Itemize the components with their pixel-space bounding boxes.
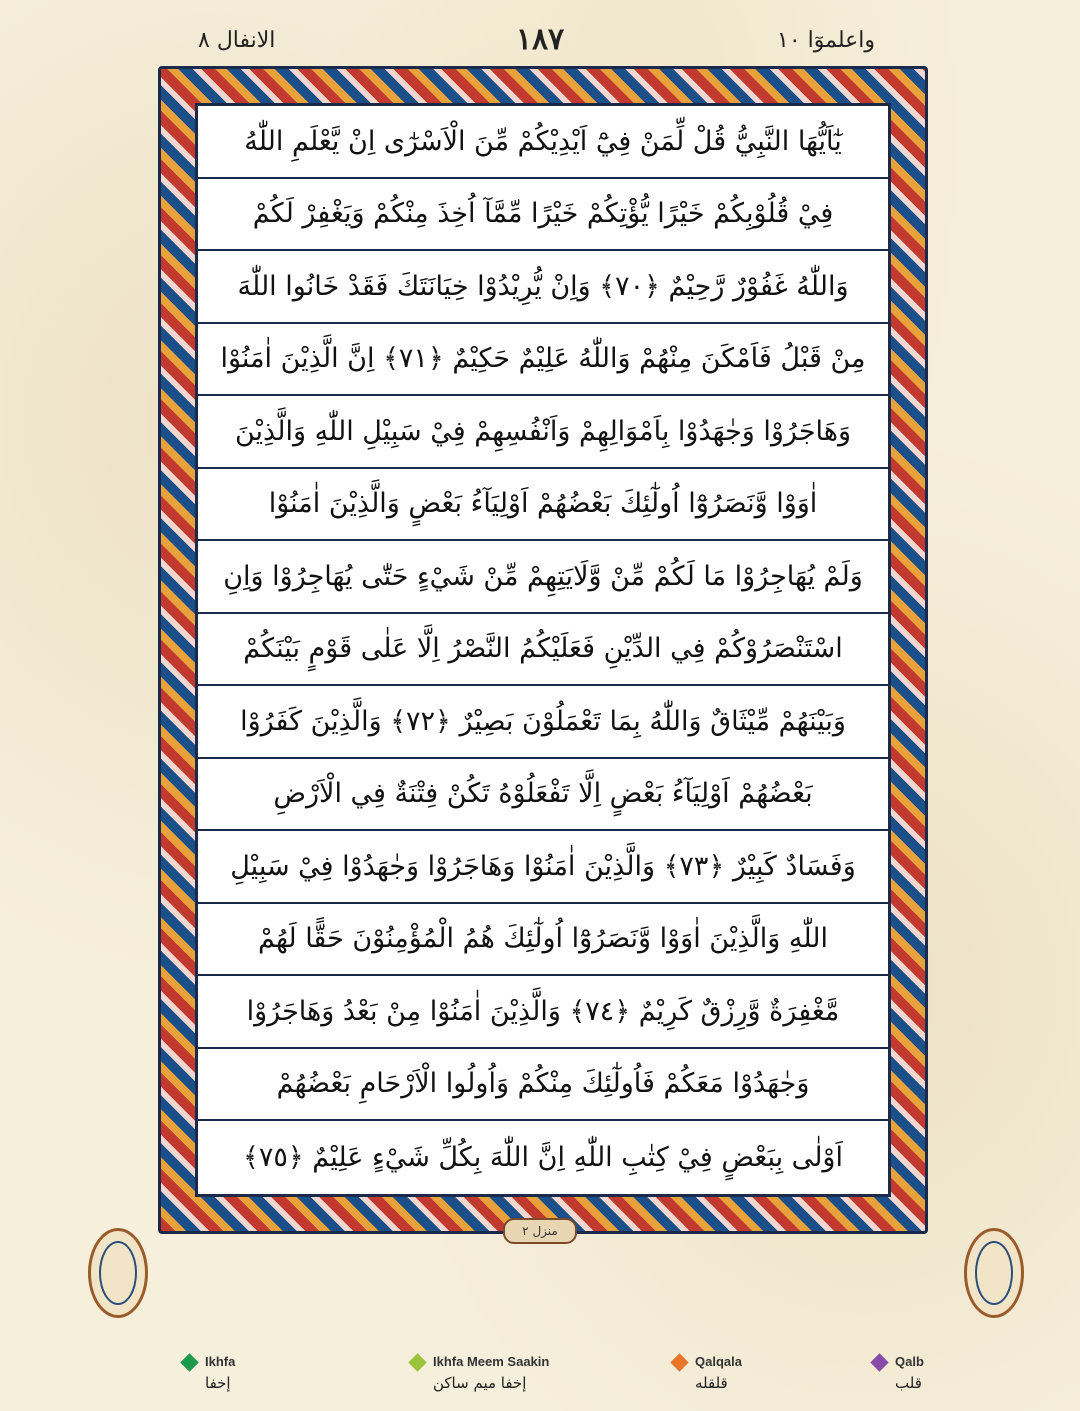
ayah-line: اللّٰهِ وَالَّذِيْنَ اٰوَوْا وَّنَصَرُوْٓا اُولٰٓئِكَ هُمُ الْمُؤْمِنُوْنَ حَقًّا لَهُمْ	[198, 904, 888, 977]
ruku-medallion-icon	[88, 1228, 148, 1318]
ayah-line: وَلَمْ يُهَاجِرُوْا مَا لَكُمْ مِّنْ وَّلَايَتِهِمْ مِّنْ شَيْءٍ حَتّٰى يُهَاجِرُوْا وَاِنِ	[198, 541, 888, 614]
ayah-line: مِنْ قَبْلُ فَاَمْكَنَ مِنْهُمْ وَاللّٰهُ عَلِيْمٌ حَكِيْمٌ ﴿٧١﴾ اِنَّ الَّذِيْنَ اٰمَنُوْا	[198, 324, 888, 397]
legend-label-en: Qalb	[895, 1354, 924, 1369]
ayah-line: وَفَسَادٌ كَبِيْرٌ ﴿٧٣﴾ وَالَّذِيْنَ اٰمَنُوْا وَهَاجَرُوْا وَجٰهَدُوْا فِيْ سَبِيْلِ	[198, 831, 888, 904]
manzil-marker: منزل ٢	[503, 1218, 577, 1244]
ayah-line: بَعْضُهُمْ اَوْلِيَآءُ بَعْضٍ اِلَّا تَفْعَلُوْهُ تَكُنْ فِتْنَةٌ فِي الْاَرْضِ	[198, 759, 888, 832]
surah-name: الانفال ٨	[198, 28, 276, 53]
ayah-line: مَّغْفِرَةٌ وَّرِزْقٌ كَرِيْمٌ ﴿٧٤﴾ وَالَّذِيْنَ اٰمَنُوْا مِنْ بَعْدُ وَهَاجَرُوْا	[198, 976, 888, 1049]
diamond-icon	[408, 1353, 426, 1371]
legend-label-en: Qalqala	[695, 1354, 742, 1369]
page-number: ١٨٧	[515, 22, 565, 57]
legend-label-ar: إخفا ميم ساكن	[433, 1374, 527, 1392]
diamond-icon	[180, 1353, 198, 1371]
ayah-line: اسْتَنْصَرُوْكُمْ فِي الدِّيْنِ فَعَلَيْكُمُ النَّصْرُ اِلَّا عَلٰى قَوْمٍ بَيْنَكُمْ	[198, 614, 888, 687]
legend-label-ar: قلقله	[695, 1374, 728, 1392]
legend-label-ar: إخفا	[205, 1374, 231, 1392]
ruku-medallion-icon	[964, 1228, 1024, 1318]
ornamental-frame	[158, 66, 928, 1234]
legend-label-en: Ikhfa	[205, 1354, 236, 1369]
legend-label-en: Ikhfa Meem Saakin	[433, 1354, 550, 1369]
legend-label-ar: قلب	[895, 1374, 922, 1392]
diamond-icon	[670, 1353, 688, 1371]
ayah-line: وَبَيْنَهُمْ مِّيْثَاقٌ وَاللّٰهُ بِمَا تَعْمَلُوْنَ بَصِيْرٌ ﴿٧٢﴾ وَالَّذِيْنَ كَفَرُوْا	[198, 686, 888, 759]
ayah-line: وَاللّٰهُ غَفُوْرٌ رَّحِيْمٌ ﴿٧٠﴾ وَاِنْ يُّرِيْدُوْا خِيَانَتَكَ فَقَدْ خَانُوا اللّٰهَ	[198, 251, 888, 324]
juz-name: واعلموٓا ١٠	[777, 28, 875, 53]
ayah-line: وَجٰهَدُوْا مَعَكُمْ فَاُولٰٓئِكَ مِنْكُمْ وَاُولُوا الْاَرْحَامِ بَعْضُهُمْ	[198, 1049, 888, 1122]
ayah-lines	[198, 106, 888, 1194]
ayah-line: يٰٓاَيُّهَا النَّبِيُّ قُلْ لِّمَنْ فِيْٓ اَيْدِيْكُمْ مِّنَ الْاَسْرٰٓى اِنْ يَّعْلَمِ اللّٰهُ	[198, 106, 888, 179]
page-header	[0, 22, 1080, 68]
ayah-line: اَوْلٰى بِبَعْضٍ فِيْ كِتٰبِ اللّٰهِ اِنَّ اللّٰهَ بِكُلِّ شَيْءٍ عَلِيْمٌ ﴿٧٥﴾	[243, 1141, 843, 1173]
diamond-icon	[870, 1353, 888, 1371]
ayah-line: وَهَاجَرُوْا وَجٰهَدُوْا بِاَمْوَالِهِمْ وَاَنْفُسِهِمْ فِيْ سَبِيْلِ اللّٰهِ وَالَّذِيْنَ	[198, 396, 888, 469]
ayah-line: اٰوَوْا وَّنَصَرُوْٓا اُولٰٓئِكَ بَعْضُهُمْ اَوْلِيَآءُ بَعْضٍ وَالَّذِيْنَ اٰمَنُوْا	[198, 469, 888, 542]
ayah-line: فِيْ قُلُوْبِكُمْ خَيْرًا يُّؤْتِكُمْ خَيْرًا مِّمَّآ اُخِذَ مِنْكُمْ وَيَغْفِرْ لَكُمْ	[198, 179, 888, 252]
tajweed-legend	[0, 1354, 1080, 1404]
text-panel	[195, 103, 891, 1197]
